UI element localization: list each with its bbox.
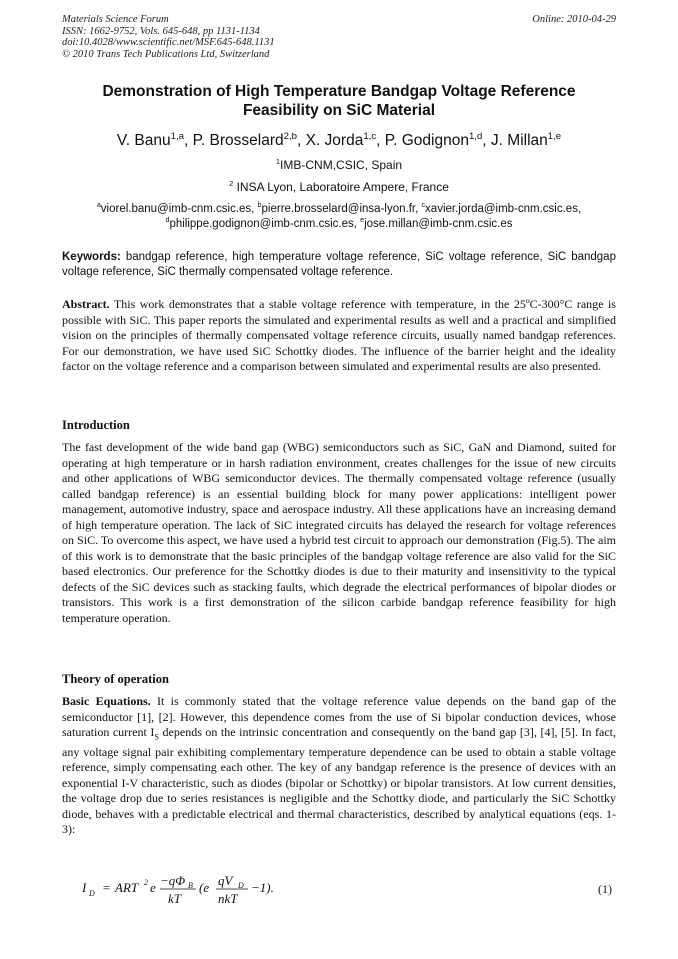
author-sup: 1,d bbox=[468, 130, 483, 142]
email-sup: c bbox=[421, 201, 426, 210]
author-name: P. Brosselard bbox=[192, 132, 284, 149]
online-date: Online: 2010-04-29 bbox=[532, 14, 616, 25]
author-name: V. Banu bbox=[116, 132, 171, 149]
journal-header bbox=[62, 14, 275, 60]
journal-name: Materials Science Forum bbox=[62, 14, 169, 25]
email-link[interactable]: jose.millan@imb-cnm.csic.es bbox=[364, 217, 513, 230]
affiliation-text: INSA Lyon, Laboratoire Ampere, France bbox=[236, 180, 449, 194]
eq-e1: e bbox=[150, 880, 156, 895]
author-sup: 1,a bbox=[170, 130, 184, 142]
title-line-2: Feasibility on SiC Material bbox=[242, 102, 436, 119]
keywords-label: Keywords: bbox=[62, 251, 121, 263]
abstract-label: Abstract. bbox=[62, 297, 110, 311]
email-link[interactable]: pierre.brosselard@insa-lyon.fr bbox=[261, 203, 416, 215]
abstract bbox=[62, 297, 616, 375]
introduction-text: The fast development of the wide band gap (WBG) semiconductors such as SiC, GaN and Diamond, suited for operating at high temperature or in harsh radiation environment, creates challenges for the issue of new circuits and other applications of WBG semiconductor devices. The thermally compensated voltage reference (usually called bandgap reference) is an essential building block for many power applications: intelligent power management, automotive industry, space and aerospace industry. All these applications have an increasing demand of high temperature operation. The lack of SiC integrated circuits has delayed the research for voltage references on SiC. To overcome this aspect, we have used a hybrid test circuit to approach our demonstration (Fig.5). The aim of this work is to demonstrate that the basic principles of the bandgap voltage reference are also valid for the SiC based electronics. Our preference for the Schottky diodes is due to their maturity and insensitivity to the typical defects of the SiC devices such as stacking faults, which degrade the electrical performances of bipolar diodes or transistors. This work is a first demonstration of the silicon carbide bandgap reference feasibility for high temperature operation. bbox=[62, 440, 616, 625]
title-line-1: Demonstration of High Temperature Bandgap Voltage Reference bbox=[102, 83, 576, 100]
affiliation-1 bbox=[62, 158, 616, 172]
eq-num1-sub: B bbox=[188, 881, 193, 890]
email-sup: a bbox=[96, 201, 101, 210]
keywords bbox=[62, 250, 616, 279]
introduction-heading: Introduction bbox=[62, 418, 130, 432]
theory-text bbox=[62, 694, 616, 838]
email-link[interactable]: viorel.banu@imb-cnm.csic.es bbox=[100, 203, 252, 215]
keywords-text: bandgap reference, high temperature voltage reference, SiC voltage reference, SiC bandgap voltage reference, SiC thermally compensated voltage reference. bbox=[62, 251, 616, 278]
eq-num2-sub: D bbox=[238, 881, 244, 890]
eq-num1: −qΦ bbox=[160, 873, 186, 888]
theory-text-part-1: It is commonly stated that the voltage reference value depends on the band gap of the semiconductor [1], [2]. However, this dependence comes from the use of Si bipolar conduction devices, whose saturation current I bbox=[62, 694, 617, 739]
eq-art: ART bbox=[115, 880, 139, 895]
theory-heading: Theory of operation bbox=[62, 672, 169, 686]
equation-number: (1) bbox=[598, 882, 612, 896]
doi-line: doi:10.4028/www.scientific.net/MSF.645-648.1131 bbox=[62, 37, 275, 48]
email-line-2: $^d$philippe.godignon@imb-cnm.csic.es, $^e$jose.millan@imb-cnm.csic.es bbox=[165, 215, 513, 230]
affiliation-sup: 1 bbox=[275, 157, 281, 166]
eq-lhs-sub: D bbox=[89, 889, 95, 898]
eq-den2: nkT bbox=[218, 891, 238, 906]
equation-1 bbox=[82, 870, 612, 910]
affiliation-sup: 2 bbox=[229, 179, 234, 188]
theory-text-part-2: depends on the intrinsic concentration and consequently on the band gap [3], [4], [5]. In fact, any voltage signal pair exhibiting complementary temperature dependence can be used to obtain a stable voltage reference, simply compensating each other. The key of any bandgap reference is the presence of devices with an exponential I-V characteristic, such as diodes (bipolar or Schottky) or bipolar transistors. At low current densities, the voltage drop due to series resistances is negligible and the Schottky diode, and particularly the SiC Schottky diode, behaves with a predictable electrical and thermal characteristics, described by analytical equations (eqs. 1-3): bbox=[62, 725, 616, 837]
eq-paren-open: (e bbox=[199, 880, 210, 895]
author-sup: 2,b bbox=[283, 130, 297, 142]
saturation-subscript: S bbox=[154, 732, 160, 742]
eq-tail: −1). bbox=[251, 880, 274, 895]
email-link[interactable]: xavier.jorda@imb-cnm.csic.es bbox=[425, 203, 578, 215]
email-line-1: $^a$viorel.banu@imb-cnm.csic.es, $^b$pierre.brosselard@insa-lyon.fr, $^c$xavier.jorda@imb-cnm.csic.es, bbox=[96, 201, 582, 215]
author-sup: 1,e bbox=[547, 130, 562, 142]
copyright-line: © 2010 Trans Tech Publications Ltd, Switzerland bbox=[62, 48, 270, 60]
author-sup: 1,c bbox=[363, 130, 377, 142]
email-sup: e bbox=[360, 215, 365, 224]
abstract-text: This work demonstrates that a stable voltage reference with temperature, in the 25ºC-300°C range is possible with SiC. This paper reports the simulated and experimental results as well and a practical and simplified vision on the principles of thermally compensated voltage reference circuits, usually named bandgap references. For our demonstration, we have used SiC Schottky diodes. The influence of the barrier height and the ideality factor on the voltage reference and a comparison between simulated and experimental results are also presented. bbox=[62, 297, 616, 373]
author-name: J. Millan bbox=[490, 132, 548, 149]
email-sup: d bbox=[165, 215, 170, 224]
affiliation-text: IMB-CNM,CSIC, Spain bbox=[280, 158, 403, 172]
basic-equations-label: Basic Equations. bbox=[62, 694, 151, 708]
issn-line: ISSN: 1662-9752, Vols. 645-648, pp 1131-1134 bbox=[62, 25, 260, 37]
email-list bbox=[62, 202, 616, 231]
email-sup: b bbox=[257, 201, 262, 210]
email-link[interactable]: philippe.godignon@imb-cnm.csic.es bbox=[169, 217, 354, 230]
eq-den1: kT bbox=[168, 891, 181, 906]
eq-lhs: I bbox=[82, 880, 87, 895]
affiliation-2 bbox=[62, 180, 616, 194]
author-name: P. Godignon bbox=[384, 132, 469, 149]
eq-equals: = bbox=[102, 880, 111, 895]
paper-title bbox=[62, 82, 616, 120]
author-name: X. Jorda bbox=[305, 132, 364, 149]
eq-art-sup: 2 bbox=[144, 878, 148, 887]
equation-svg bbox=[82, 870, 382, 910]
eq-num2: qV bbox=[218, 873, 233, 888]
author-list: V. Banu$^{1,a}$, P. Brosselard$^{2,b}$, X. Jorda$^{1,c}$, P. Godignon$^{1,d}$, J. Millan$^{1,e}$ bbox=[116, 130, 562, 149]
